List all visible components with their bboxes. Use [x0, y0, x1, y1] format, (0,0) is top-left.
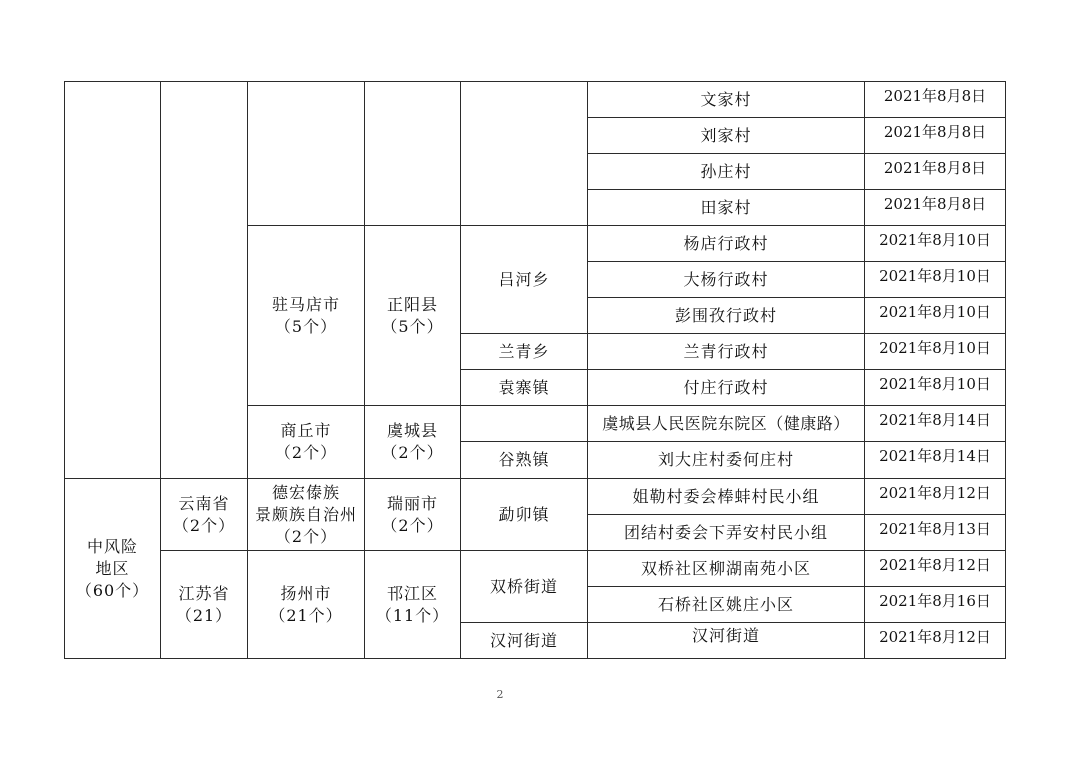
date-cell: [865, 551, 1005, 579]
date-value: 2021年8月8日: [883, 123, 987, 141]
risk-level-count: （60个）: [75, 580, 150, 600]
table-border-top-left: [64, 81, 587, 82]
area-name: 彭围孜行政村: [674, 305, 777, 325]
city-name: 商丘市: [280, 421, 332, 440]
area-name: 兰青行政村: [683, 341, 769, 361]
area-name: 大杨行政村: [683, 269, 769, 289]
province-name: 江苏省: [178, 583, 230, 603]
date-cell: [865, 190, 1005, 218]
area-name: 田家村: [700, 197, 752, 217]
date-cell: [865, 118, 1005, 146]
risk-level-name-line2: 地区: [95, 558, 130, 578]
area-cell: [588, 442, 864, 478]
county-count: （2个）: [381, 515, 444, 535]
county-name: 正阳县: [386, 294, 438, 314]
area-name: 杨店行政村: [683, 233, 769, 253]
town-name: 兰青乡: [498, 341, 550, 361]
area-cell: [588, 262, 864, 297]
town-name: 汉河街道: [489, 630, 558, 650]
county-cell: [365, 406, 460, 478]
area-cell: [588, 623, 864, 649]
city-name: 德宏傣族: [271, 482, 340, 502]
area-name: 汉河街道: [691, 626, 760, 645]
city-name: 扬州市: [280, 583, 332, 603]
date-cell: [865, 334, 1005, 362]
city-count: （2个）: [274, 443, 338, 462]
date-value: 2021年8月10日: [879, 375, 991, 393]
town-cell: [461, 623, 587, 658]
date-cell: [865, 82, 1005, 110]
city-cell: [248, 406, 364, 478]
date-cell: [865, 587, 1005, 615]
town-cell: [461, 442, 587, 478]
area-name: 石桥社区姚庄小区: [657, 594, 794, 614]
area-cell: [588, 298, 864, 333]
town-cell: [461, 479, 587, 550]
area-name: 刘家村: [700, 125, 752, 145]
city-name-line2: 景颇族自治州: [254, 504, 357, 524]
col-line: [1005, 81, 1006, 659]
city-count: （21个）: [269, 605, 343, 625]
date-cell: [865, 154, 1005, 182]
area-cell: [588, 118, 864, 153]
province-cell: [161, 551, 247, 658]
county-cell: [365, 551, 460, 658]
area-cell: [588, 551, 864, 586]
page-number: 2: [496, 688, 504, 701]
province-name: 云南省: [178, 493, 230, 513]
province-count: （2个）: [172, 515, 236, 535]
county-cell: [365, 226, 460, 405]
city-cell: [248, 551, 364, 658]
county-name: 瑞丽市: [386, 493, 438, 513]
date-value: 2021年8月8日: [883, 159, 987, 177]
date-value: 2021年8月12日: [879, 556, 991, 574]
city-count: （5个）: [274, 316, 338, 336]
area-name: 刘大庄村委何庄村: [657, 450, 794, 469]
area-cell: [588, 370, 864, 405]
county-cell: [365, 479, 460, 550]
town-name: 谷熟镇: [498, 450, 550, 469]
date-cell: [865, 370, 1005, 398]
date-value: 2021年8月14日: [879, 411, 991, 429]
date-cell: [865, 226, 1005, 254]
date-value: 2021年8月12日: [879, 628, 991, 646]
date-value: 2021年8月16日: [879, 592, 991, 610]
town-name: 勐卯镇: [498, 504, 550, 524]
area-name: 文家村: [700, 89, 752, 109]
province-count: （21）: [175, 605, 233, 625]
town-cell: [461, 370, 587, 405]
date-cell: [865, 406, 1005, 434]
city-count: （2个）: [274, 526, 338, 546]
date-value: 2021年8月10日: [879, 303, 991, 321]
county-count: （11个）: [375, 605, 450, 625]
area-cell: [588, 226, 864, 261]
area-cell: [588, 190, 864, 225]
date-cell: [865, 623, 1005, 651]
area-cell: [588, 406, 864, 441]
area-cell: [588, 587, 864, 622]
area-cell: [588, 515, 864, 550]
date-value: 2021年8月13日: [879, 520, 991, 538]
area-name: 团结村委会下弄安村民小组: [623, 522, 828, 542]
area-cell: [588, 82, 864, 117]
area-name: 姐勒村委会棒蚌村民小组: [632, 486, 820, 506]
area-cell: [588, 334, 864, 369]
risk-level-cell: [65, 479, 160, 658]
county-name: 虞城县: [386, 421, 438, 440]
date-value: 2021年8月10日: [879, 231, 991, 249]
risk-level-name: 中风险: [86, 536, 138, 556]
area-name: 付庄行政村: [683, 377, 769, 397]
area-name: 虞城县人民医院东院区（健康路）: [602, 413, 850, 433]
date-value: 2021年8月12日: [879, 484, 991, 502]
date-value: 2021年8月10日: [879, 267, 991, 285]
town-cell: [461, 226, 587, 333]
city-cell: [248, 226, 364, 405]
county-count: （5个）: [381, 316, 444, 336]
area-cell: [588, 479, 864, 514]
date-value: 2021年8月8日: [883, 195, 987, 213]
date-cell: [865, 442, 1005, 470]
date-cell: [865, 515, 1005, 543]
date-value: 2021年8月10日: [879, 339, 991, 357]
city-name: 驻马店市: [271, 294, 340, 314]
date-cell: [865, 298, 1005, 326]
county-count: （2个）: [381, 443, 444, 462]
city-cell: [248, 479, 364, 550]
town-cell: [461, 551, 587, 622]
province-cell: [161, 479, 247, 550]
date-cell: [865, 262, 1005, 290]
date-cell: [865, 479, 1005, 507]
town-name: 双桥街道: [489, 576, 558, 596]
town-name: 吕河乡: [498, 269, 550, 289]
area-name: 双桥社区柳湖南苑小区: [640, 558, 811, 578]
date-value: 2021年8月8日: [883, 87, 987, 105]
date-value: 2021年8月14日: [879, 447, 991, 465]
town-cell: [461, 334, 587, 369]
area-name: 孙庄村: [700, 161, 752, 181]
town-name: 袁寨镇: [498, 377, 550, 397]
county-name: 邗江区: [386, 583, 438, 603]
area-cell: [588, 154, 864, 189]
